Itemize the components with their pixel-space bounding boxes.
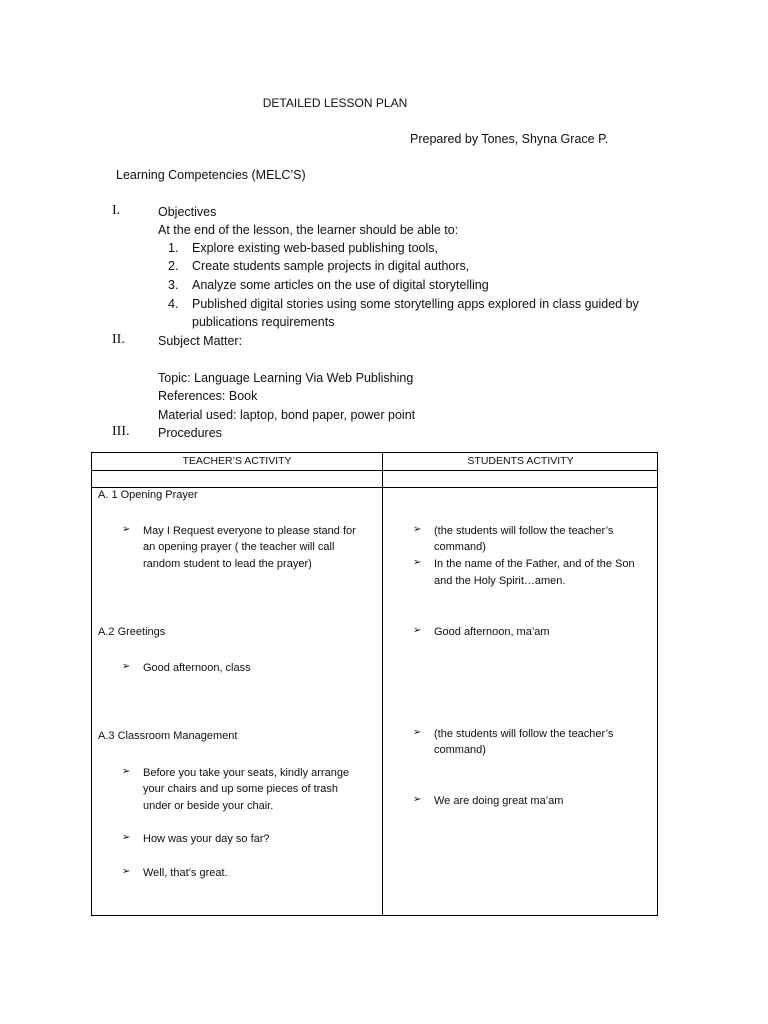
objective-item: Explore existing web-based publishing tools,: [192, 241, 438, 255]
column-divider: [382, 453, 383, 915]
objective-item: Create students sample projects in digital authors,: [192, 259, 470, 273]
references-line: References: Book: [158, 389, 258, 403]
teacher-line: Well, that’s great.: [143, 867, 228, 879]
objective-num: 4.: [168, 297, 179, 311]
procedures-heading: Procedures: [158, 426, 222, 440]
section-label: A. 1 Opening Prayer: [98, 489, 198, 501]
student-line: and the Holy Spirit…amen.: [434, 575, 566, 587]
student-line: We are doing great ma’am: [434, 795, 564, 807]
student-line: (the students will follow the teacher’s: [434, 525, 614, 537]
arrow-bullet-icon: ➢: [122, 766, 131, 777]
spacer-rule: [92, 487, 657, 488]
student-line: command): [434, 744, 486, 756]
student-line: In the name of the Father, and of the Son: [434, 558, 635, 570]
teacher-line: random student to lead the prayer): [143, 558, 312, 570]
objectives-heading: Objectives: [158, 205, 217, 219]
section-label: A.3 Classroom Management: [98, 730, 238, 742]
student-line: (the students will follow the teacher’s: [434, 728, 614, 740]
student-line: Good afternoon, ma’am: [434, 626, 550, 638]
arrow-bullet-icon: ➢: [122, 524, 131, 535]
objective-num: 2.: [168, 259, 179, 273]
students-activity-header: STUDENTS ACTIVITY: [467, 455, 574, 467]
teacher-line: Before you take your seats, kindly arrange: [143, 767, 350, 779]
teacher-line: How was your day so far?: [143, 833, 270, 845]
teacher-line: May I Request everyone to please stand for: [143, 525, 356, 537]
student-line: command): [434, 541, 486, 553]
materials-line: Material used: laptop, bond paper, power point: [158, 408, 416, 422]
objective-item-continued: publications requirements: [192, 315, 335, 329]
arrow-bullet-icon: ➢: [413, 794, 422, 805]
teacher-activity-header: TEACHER’S ACTIVITY: [182, 455, 292, 467]
subject-matter-heading: Subject Matter:: [158, 334, 243, 348]
teacher-line: Good afternoon, class: [143, 662, 251, 674]
numeral-objectives: I.: [112, 203, 121, 218]
arrow-bullet-icon: ➢: [413, 727, 422, 738]
objective-num: 3.: [168, 278, 179, 292]
objective-item: Analyze some articles on the use of digital storytelling: [192, 278, 489, 292]
arrow-bullet-icon: ➢: [122, 661, 131, 672]
teacher-line: under or beside your chair.: [143, 800, 274, 812]
learning-competencies: Learning Competencies (MELC’S): [116, 168, 306, 182]
prepared-by: Prepared by Tones, Shyna Grace P.: [410, 132, 609, 146]
document-title: DETAILED LESSON PLAN: [262, 96, 408, 110]
objectives-intro: At the end of the lesson, the learner should be able to:: [158, 223, 459, 237]
arrow-bullet-icon: ➢: [413, 625, 422, 636]
header-rule: [92, 470, 657, 471]
arrow-bullet-icon: ➢: [413, 557, 422, 568]
teacher-line: an opening prayer ( the teacher will call: [143, 541, 335, 553]
objective-item: Published digital stories using some storytelling apps explored in class guided by: [192, 297, 639, 311]
numeral-procedures: III.: [112, 424, 130, 439]
section-label: A.2 Greetings: [98, 626, 166, 638]
numeral-subject-matter: II.: [112, 332, 125, 347]
topic-line: Topic: Language Learning Via Web Publishing: [158, 371, 414, 385]
arrow-bullet-icon: ➢: [122, 866, 131, 877]
objective-num: 1.: [168, 241, 179, 255]
teacher-line: your chairs and up some pieces of trash: [143, 783, 339, 795]
arrow-bullet-icon: ➢: [413, 524, 422, 535]
arrow-bullet-icon: ➢: [122, 832, 131, 843]
procedures-table: [91, 452, 658, 916]
